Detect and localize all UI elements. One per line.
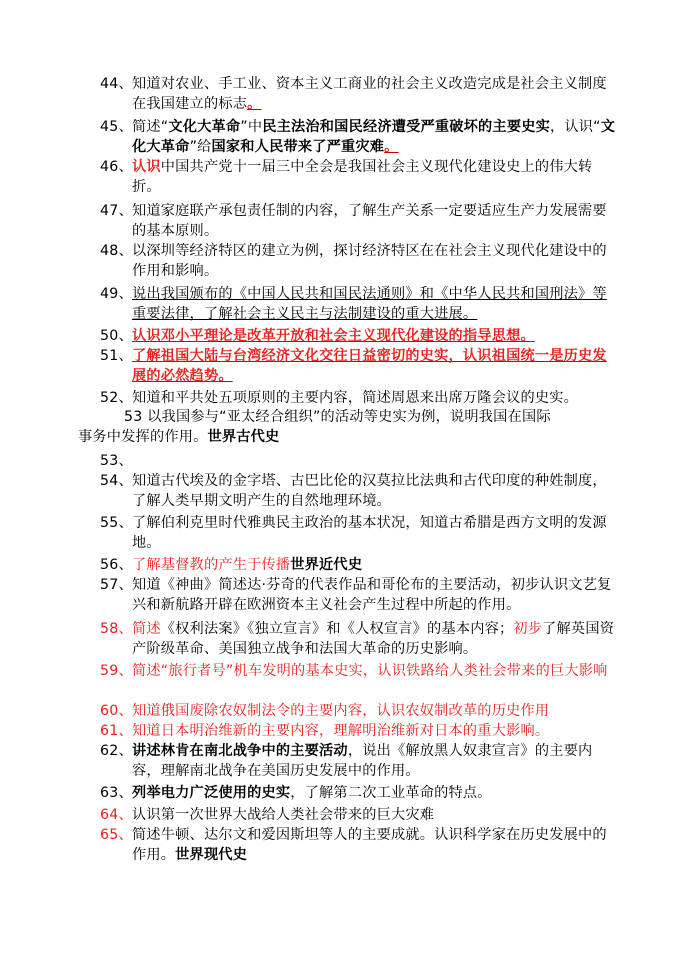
text-segment: ，了解第二次工业革命的特点。	[290, 785, 492, 801]
list-number-53-blank: 53、	[100, 453, 133, 469]
list-item-text	[132, 118, 620, 157]
list-item-number: 62、	[100, 743, 133, 759]
list-item-number: 48、	[100, 243, 133, 259]
list-item-text	[132, 620, 620, 659]
text-segment: 国家和人民带来了严重灾难	[211, 138, 385, 155]
list-item	[100, 722, 620, 742]
paragraph-53-lead: 53 以我国参与“亚太经合组织”的活动等史实为例，说明我国在国际	[124, 409, 551, 425]
list-item	[100, 514, 620, 553]
list-item-number: 56、	[100, 557, 133, 573]
text-segment: 列举电力广泛使用的史实	[132, 785, 291, 801]
paragraph-53-tail-text: 事务中发挥的作用。	[78, 429, 208, 445]
text-segment: 简述牛顿、达尔文和爱因斯坦等人的主要成就。认识科学家在历史发展中的作用。	[132, 827, 607, 863]
text-segment: 文化大革命	[168, 119, 241, 135]
list-item-text	[132, 806, 620, 826]
list-item	[100, 472, 620, 511]
list-item-number: 61、	[100, 723, 133, 739]
text-segment: 文化大革命	[132, 119, 616, 155]
list-item-text	[132, 826, 620, 865]
text-segment: ，认识“	[550, 119, 601, 135]
list-item	[100, 389, 620, 409]
text-segment: 了解伯利克里时代雅典民主政治的基本状况，知道古希腊是西方文明的发源地。	[132, 515, 607, 551]
list-item-number: 49、	[100, 286, 133, 302]
list-item-number: 45、	[100, 119, 133, 135]
list-item-number: 55、	[100, 515, 133, 531]
list-item-text	[132, 576, 620, 615]
list-item	[100, 662, 620, 682]
list-item-number: 64、	[100, 807, 133, 823]
list-item-number: 60、	[100, 703, 133, 719]
list-item	[100, 702, 620, 722]
list-item	[100, 75, 620, 114]
list-item	[100, 242, 620, 281]
list-item	[100, 742, 620, 781]
text-segment: 初步	[513, 621, 543, 637]
paragraph-53-tail	[78, 428, 638, 448]
list-item	[100, 202, 620, 241]
list-item-number: 50、	[100, 328, 133, 344]
list-item-text	[132, 75, 620, 114]
list-item-number: 59、	[100, 663, 133, 679]
text-segment: 世界现代史	[175, 846, 248, 863]
list-item-number: 46、	[100, 159, 133, 175]
text-segment: 说出我国颁布的《中国人民共和国民法通则》和《中华人民共和国刑法》等重要法律，了解社会主义民主与法制建设的重大进展。	[132, 286, 607, 322]
list-item-text	[132, 662, 620, 682]
text-segment: 简述“	[132, 119, 169, 135]
list-item-number: 51、	[100, 348, 133, 364]
text-segment: 了解祖国大陆与台湾经济文化交往日益密切的史实，认识祖国统一是历史发展的必然趋势。	[132, 348, 607, 384]
list-item	[100, 620, 620, 659]
text-segment: 。	[247, 95, 262, 112]
text-segment: 了解英国资产阶级革命、美国独立战争和法国大革命的历史影响。	[132, 621, 615, 657]
list-item-text	[132, 722, 620, 742]
text-segment: ”中	[240, 119, 263, 135]
text-segment: 认识	[132, 159, 161, 175]
list-item-number: 47、	[100, 203, 133, 219]
list-item-text	[132, 389, 620, 409]
text-segment: ”给	[189, 138, 212, 155]
text-segment: 知道古代埃及的金字塔、古巴比伦的汉莫拉比法典和古代印度的种姓制度，了解人类早期文明产生的自然地理环境。	[132, 473, 607, 509]
text-segment: 知道俄国废除农奴制法令的主要内容，认识农奴制改革的历史作用	[132, 703, 550, 719]
text-segment: 知道家庭联产承包责任制的内容，了解生产关系一定要适应生产力发展需要的基本原则。	[132, 203, 607, 239]
text-segment: ，说出《解放黑人奴隶宣言》的主要内容，理解南北战争在美国历史发展中的作用。	[132, 743, 593, 779]
list-item-text	[132, 285, 620, 324]
list-item	[100, 285, 620, 324]
text-segment: 以深圳等经济特区的建立为例，探讨经济特区在在社会主义现代化建设中的作用和影响。	[132, 243, 607, 279]
list-item-number: 52、	[100, 390, 133, 406]
list-item	[100, 784, 620, 804]
list-item-text	[132, 242, 620, 281]
list-item	[100, 576, 620, 615]
list-item	[100, 327, 620, 347]
text-segment: 《权利法案》《独立宣言》和《人权宣言》的基本内容；	[160, 621, 514, 637]
text-segment: 知道日本明治维新的主要内容，理解明治维新对日本的重大影响。	[132, 723, 550, 739]
list-item-number: 58、	[100, 621, 133, 637]
list-item-text	[132, 327, 620, 347]
text-segment: 世界近代史	[290, 557, 363, 573]
text-segment: 简述“旅行者号”机车发明的基本史实，认识铁路给人类社会带来的巨大影响	[132, 663, 608, 679]
list-item	[100, 118, 620, 157]
list-item-text	[132, 514, 620, 553]
list-item	[100, 826, 620, 865]
list-item	[100, 158, 620, 197]
list-item-text	[132, 472, 620, 511]
paragraph-53	[124, 408, 644, 428]
text-segment: 中国共产党十一届三中全会是我国社会主义现代化建设史上的伟大转折。	[132, 159, 593, 195]
list-item-number: 57、	[100, 577, 133, 593]
text-segment: 认识第一次世界大战给人类社会带来的巨大灾难	[132, 807, 435, 823]
text-segment: 民主法治和国民经济遭受严重破坏的主要史实	[262, 119, 550, 135]
list-item-number: 65、	[100, 827, 133, 843]
text-segment: 讲述林肯在南北战争中的主要活动	[132, 743, 348, 759]
list-item	[100, 347, 620, 386]
text-segment: 知道《神曲》简述达·芬奇的代表作品和哥伦布的主要活动，初步认识文艺复兴和新航路开辟在欧洲资本主义社会产生过程中所起的作用。	[132, 577, 612, 613]
list-item-number: 44、	[100, 76, 133, 92]
text-segment: 简述	[132, 621, 161, 637]
list-item-text	[132, 158, 620, 197]
text-segment: 知道和平共处五项原则的主要内容，简述周恩来出席万隆会议的史实。	[132, 390, 579, 406]
section-heading-ancient: 世界古代史	[207, 429, 280, 445]
text-segment: 了解基督教的产生于传播	[132, 557, 291, 573]
list-item	[100, 806, 620, 826]
list-item-text	[132, 202, 620, 241]
list-item-text	[132, 702, 620, 722]
list-item-number: 63、	[100, 785, 133, 801]
text-segment: 认识邓小平理论是改革开放和社会主义现代化建设的指导思想。	[132, 328, 535, 344]
text-segment: 。	[384, 138, 399, 155]
list-item-number: 54、	[100, 473, 133, 489]
list-item	[100, 556, 620, 576]
text-segment: 知道对农业、手工业、资本主义工商业的社会主义改造完成是社会主义制度在我国建立的标志	[132, 76, 607, 112]
list-item-text	[132, 784, 620, 804]
list-item-text	[132, 742, 620, 781]
list-item-text	[132, 347, 620, 386]
list-item-text	[132, 556, 620, 576]
